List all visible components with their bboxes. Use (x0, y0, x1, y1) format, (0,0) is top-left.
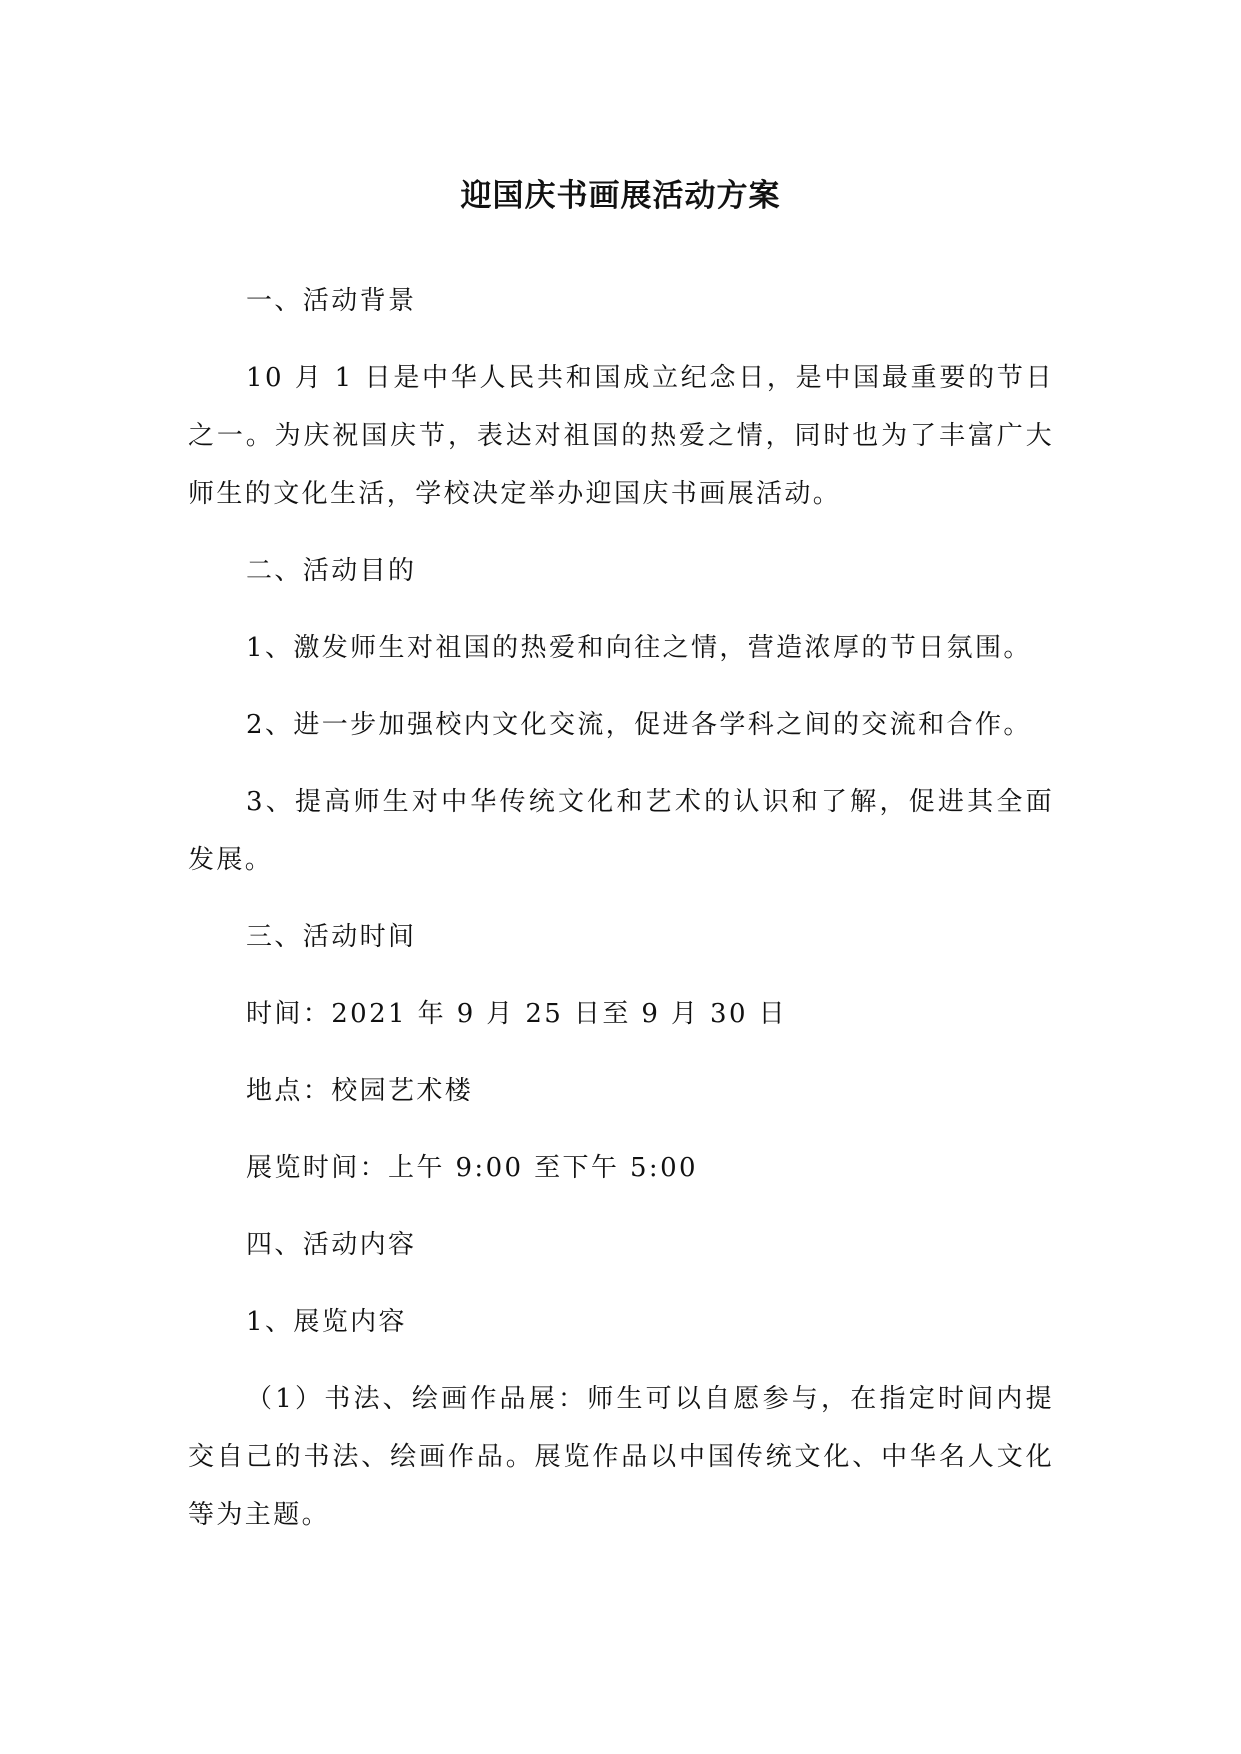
content-item-calligraphy-painting: （1）书法、绘画作品展：师生可以自愿参与，在指定时间内提交自己的书法、绘画作品。展览作品以中国传统文化、中华名人文化等为主题。 (188, 1384, 1054, 1530)
purpose-item-1: 1、激发师生对祖国的热爱和向往之情，营造浓厚的节日氛围。 (246, 633, 1032, 663)
event-location: 地点：校园艺术楼 (246, 1076, 474, 1106)
document-title: 迎国庆书画展活动方案 (460, 178, 781, 214)
section-heading-background: 一、活动背景 (246, 286, 417, 316)
document-body (188, 272, 1054, 1563)
content-subheading-exhibition: 1、展览内容 (246, 1307, 407, 1337)
purpose-item-3: 3、提高师生对中华传统文化和艺术的认识和了解，促进其全面发展。 (188, 787, 1054, 875)
section-heading-time: 三、活动时间 (246, 922, 417, 952)
purpose-item-2: 2、进一步加强校内文化交流，促进各学科之间的交流和合作。 (246, 710, 1032, 740)
section-heading-content: 四、活动内容 (246, 1230, 417, 1260)
section-heading-purpose: 二、活动目的 (246, 556, 417, 586)
event-time: 时间：2021 年 9 月 25 日至 9 月 30 日 (246, 999, 788, 1029)
exhibition-hours: 展览时间：上午 9:00 至下午 5:00 (246, 1153, 698, 1183)
paragraph-background: 10 月 1 日是中华人民共和国成立纪念日，是中国最重要的节日之一。为庆祝国庆节，表达对祖国的热爱之情，同时也为了丰富广大师生的文化生活，学校决定举办迎国庆书画展活动。 (188, 363, 1054, 509)
